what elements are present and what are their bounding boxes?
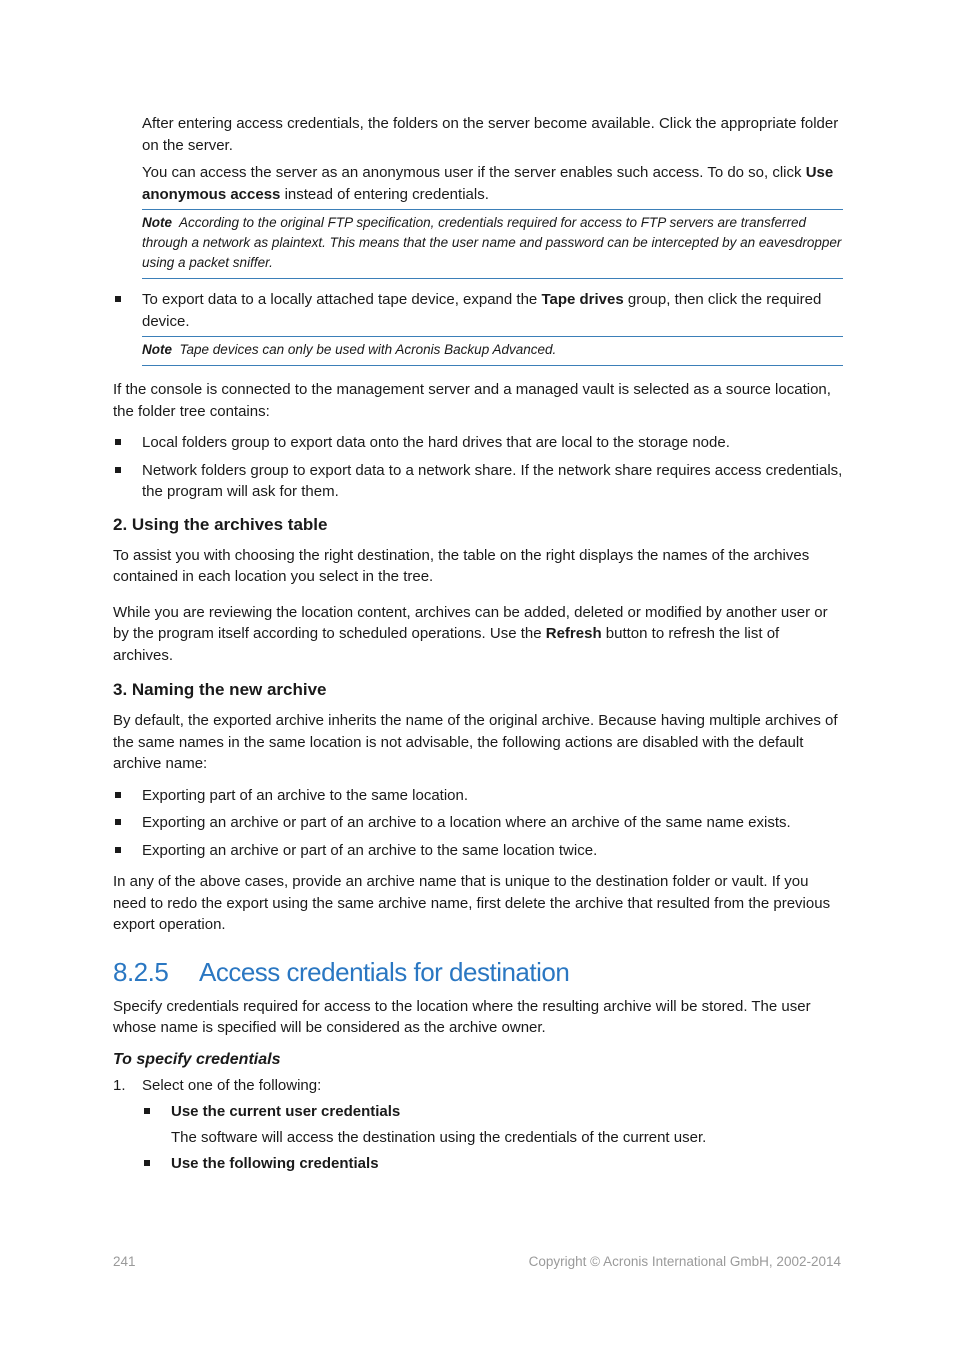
section-825-paragraph: Specify credentials required for access to the location where the resulting archive will be stored. The user whose name is specified will be considered as the archive owner. [113,997,811,1036]
step-text: Select one of the following: [142,1076,322,1094]
page-number: 241 [113,1254,136,1269]
section-3-heading: 3. Naming the new archive [113,680,327,699]
tape-note [142,336,843,366]
managed-paragraph: If the console is connected to the management server and a managed vault is selected as a source location, the folder tree contains: [113,381,831,420]
page-footer [113,1251,841,1273]
section-2-paragraph-2: While you are reviewing the location content, archives can be added, deleted or modified by another user or by the program itself according to scheduled operations. Use the Refresh button to refresh the list of archives. [113,603,828,664]
tape-drives-term: Tape drives [541,291,624,308]
tape-list [113,289,843,332]
copyright-notice: Copyright © Acronis International GmbH, 2002-2014 [528,1254,841,1269]
section-2-paragraph-1: To assist you with choosing the right destination, the table on the right displays the names of the archives contained in each location you select in the tree. [113,546,810,585]
credential-options [142,1101,843,1175]
list-item: Exporting part of an archive to the same location. [113,785,843,807]
section-825-heading [113,956,843,988]
list-item: Network folders group to export data to a network share. If the network share requires access credentials, the program will ask for them. [113,460,843,503]
option-item [142,1153,843,1175]
list-item: Local folders group to export data onto the hard drives that are local to the storage node. [113,432,843,454]
refresh-term: Refresh [545,625,602,642]
note-text: According to the original FTP specification, credentials required for access to FTP servers are transferred through a network as plaintext. This means that the user name and password can be intercepted by an eavesdropper using a packet sniffer. [142,215,842,270]
note-text: Tape devices can only be used with Acronis Backup Advanced. [179,342,557,357]
option-label: Use the current user credentials [171,1103,401,1120]
section-3-paragraph-1: By default, the exported archive inherits the name of the original archive. Because having multiple archives of the same names in the same location is not advisable, the following actions are disabled with the default archive name: [113,712,838,772]
intro-paragraph-2: You can access the server as an anonymous user if the server enables such access. To do so, click Use anonymous access instead of entering credentials. [142,164,834,203]
section-3-paragraph-2: In any of the above cases, provide an archive name that is unique to the destination folder or vault. If you need to redo the export using the same archive name, first delete the archive that resulted from the previous export operation. [113,873,831,933]
list-item: Exporting an archive or part of an archive to the same location twice. [113,840,843,862]
section-title: Access credentials for destination [199,956,570,987]
document-page [113,113,843,1175]
option-description: The software will access the destination using the credentials of the current user. [171,1128,707,1146]
anonymous-access-term: Use anonymous access [142,164,834,203]
managed-list [113,432,843,503]
section-2-heading: 2. Using the archives table [113,514,328,534]
option-item [142,1101,843,1148]
section-3-list [113,785,843,862]
option-label: Use the following credentials [171,1155,379,1172]
list-item: To export data to a locally attached tape device, expand the Tape drives group, then click the required device. [113,289,843,332]
procedure-title: To specify credentials [113,1050,281,1068]
ftp-note [142,209,843,279]
intro-paragraph-1: After entering access credentials, the folders on the server become available. Click the appropriate folder on the server. [142,115,839,154]
list-item: Exporting an archive or part of an archive to a location where an archive of the same name exists. [113,812,843,834]
section-number: 8.2.5 [113,956,169,987]
procedure-steps [113,1075,843,1175]
step-item [113,1075,843,1175]
step-number: 1. [113,1076,126,1094]
note-label: Note [142,215,172,230]
note-label: Note [142,342,172,357]
